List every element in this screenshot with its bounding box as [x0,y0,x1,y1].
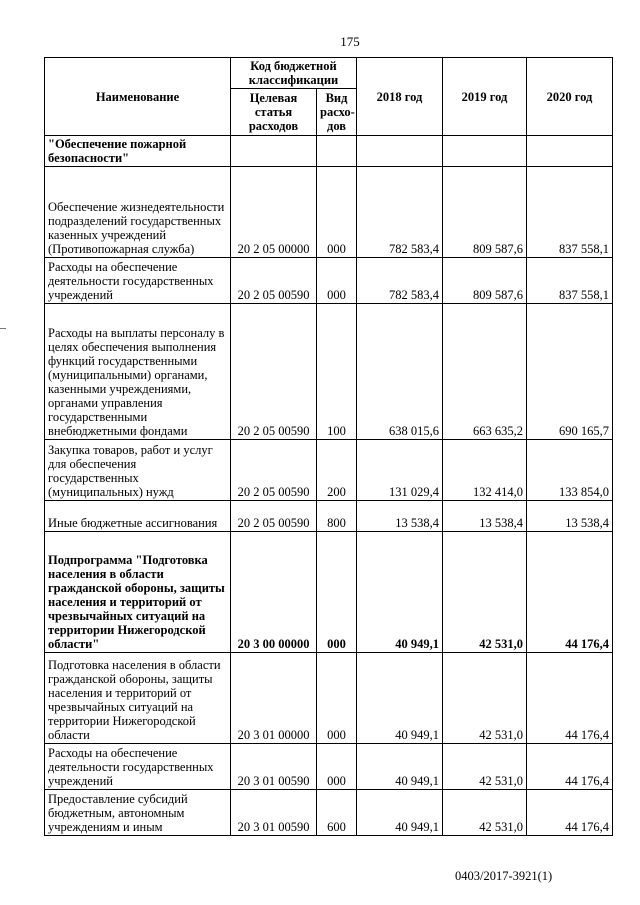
row-2019: 809 587,6 [443,167,527,258]
row-2018: 782 583,4 [357,258,443,304]
row-2020: 690 165,7 [527,304,613,440]
table-row [45,653,613,744]
subprogram-row [45,532,613,653]
header-2019: 2019 год [443,58,527,136]
row-name: Расходы на обеспечение деятельности государственных учреждений [45,744,231,790]
row-code: 20 3 00 00000 [231,532,317,653]
row-2020: 44 176,4 [527,653,613,744]
row-2020: 44 176,4 [527,744,613,790]
header-name: Наименование [45,58,231,136]
row-type: 800 [317,501,357,532]
row-2020: 837 558,1 [527,167,613,258]
row-code: 20 3 01 00590 [231,744,317,790]
row-2020: 44 176,4 [527,532,613,653]
header-2020: 2020 год [527,58,613,136]
budget-table [44,57,613,836]
row-name: Подпрограмма "Подготовка населения в области гражданской обороны, защиты населения и территорий от чрезвычайных ситуаций на территории Нижегородской области" [45,532,231,653]
row-type: 000 [317,532,357,653]
row-code: 20 2 05 00590 [231,258,317,304]
row-code: 20 2 05 00590 [231,501,317,532]
row-2019: 42 531,0 [443,790,527,836]
row-type: 000 [317,744,357,790]
row-name: Расходы на обеспечение деятельности государственных учреждений [45,258,231,304]
row-2019: 132 414,0 [443,440,527,501]
row-2019: 13 538,4 [443,501,527,532]
row-2020: 13 538,4 [527,501,613,532]
row-name: Расходы на выплаты персоналу в целях обеспечения выполнения функций государственными (муниципальными) органами, казенными учреждениями, органами управления государственными внебюджетными фондами [45,304,231,440]
row-type: 000 [317,258,357,304]
row-type: 600 [317,790,357,836]
row-2020: 44 176,4 [527,790,613,836]
table-row [45,258,613,304]
header-2018: 2018 год [357,58,443,136]
table-row [45,167,613,258]
section-row [45,136,613,167]
margin-tick [0,328,6,329]
row-code: 20 3 01 00590 [231,790,317,836]
row-2018: 131 029,4 [357,440,443,501]
table-row [45,790,613,836]
row-2018: 40 949,1 [357,532,443,653]
row-name: Обеспечение жизнедеятельности подразделений государственных казенных учреждений (Противопожарная служба) [45,167,231,258]
row-2018: 40 949,1 [357,653,443,744]
header-target-article: Целевая статья расходов [231,89,317,136]
table-row [45,744,613,790]
row-code: 20 2 05 00590 [231,440,317,501]
row-2019: 809 587,6 [443,258,527,304]
page-number: 175 [340,34,360,49]
row-code: 20 3 01 00000 [231,653,317,744]
header-kbk-group: Код бюджетной классификации [231,58,357,89]
row-2018: 40 949,1 [357,790,443,836]
row-type: 000 [317,167,357,258]
row-2018: 638 015,6 [357,304,443,440]
section-title: "Обеспечение пожарной безопасности" [45,136,231,167]
table-row [45,440,613,501]
row-type: 100 [317,304,357,440]
row-2020: 133 854,0 [527,440,613,501]
row-2019: 663 635,2 [443,304,527,440]
row-2019: 42 531,0 [443,744,527,790]
row-2019: 42 531,0 [443,653,527,744]
row-name: Подготовка населения в области гражданской обороны, защиты населения и территорий от чрезвычайных ситуаций на территории Нижегородской области [45,653,231,744]
document-code: 0403/2017-3921(1) [455,869,553,883]
row-code: 20 2 05 00590 [231,304,317,440]
row-code: 20 2 05 00000 [231,167,317,258]
row-2019: 42 531,0 [443,532,527,653]
row-name: Иные бюджетные ассигнования [45,501,231,532]
row-name: Предоставление субсидий бюджетным, автономным учреждениям и иным [45,790,231,836]
table-row [45,501,613,532]
table-row [45,304,613,440]
row-2018: 13 538,4 [357,501,443,532]
row-name: Закупка товаров, работ и услуг для обеспечения государственных (муниципальных) нужд [45,440,231,501]
header-expense-type: Вид расхо-дов [317,89,357,136]
row-2018: 782 583,4 [357,167,443,258]
row-2020: 837 558,1 [527,258,613,304]
row-type: 200 [317,440,357,501]
row-type: 000 [317,653,357,744]
row-2018: 40 949,1 [357,744,443,790]
